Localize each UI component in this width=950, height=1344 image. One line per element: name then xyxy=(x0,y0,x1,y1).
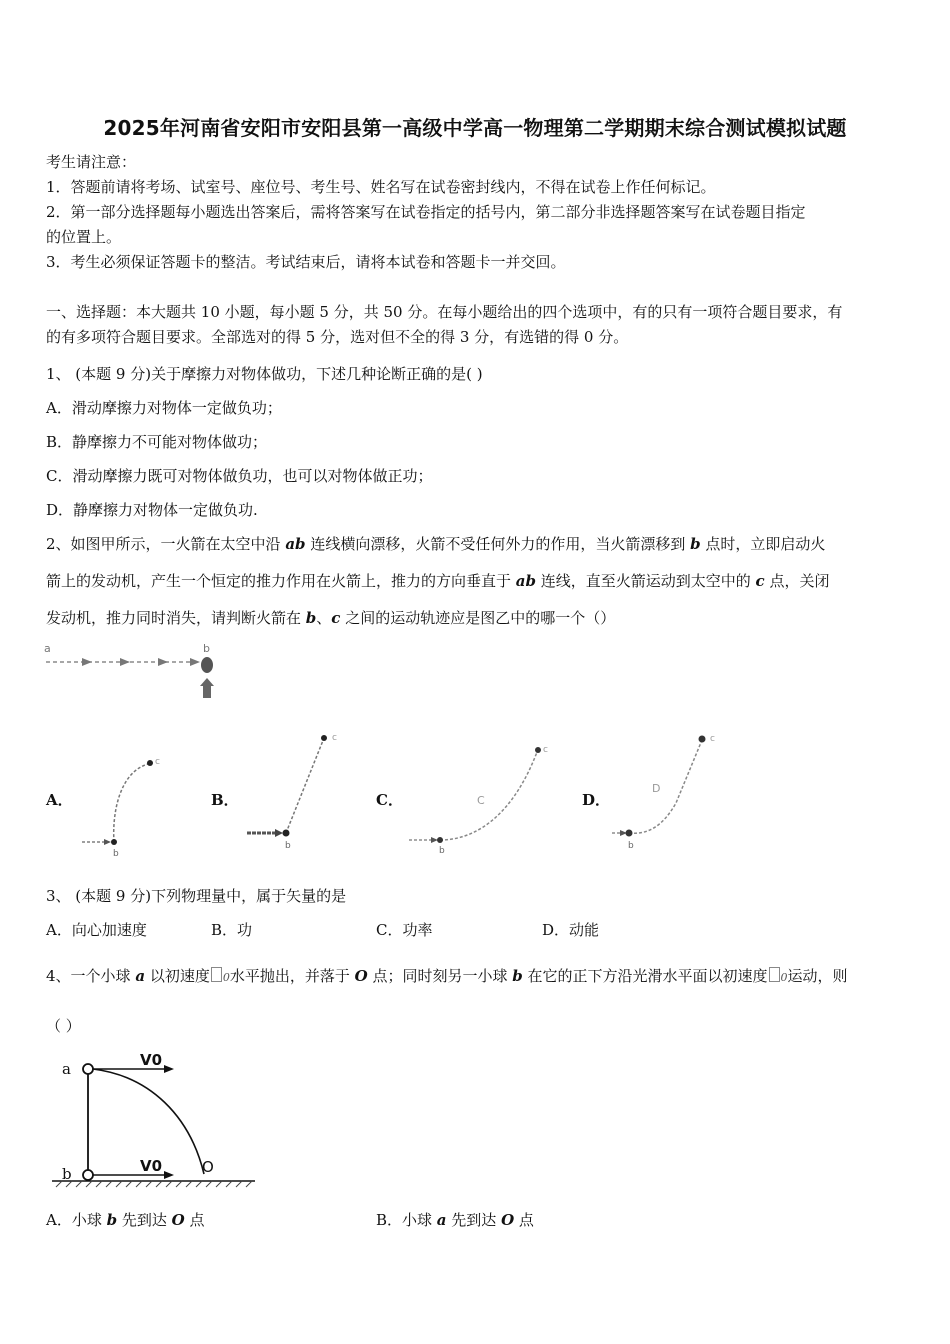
q1-stem: 1、 (本题 9 分)关于摩擦力对物体做功，下述几种论断正确的是( ) xyxy=(46,365,483,383)
fig-label-a: a xyxy=(44,642,51,655)
missing-glyph-icon xyxy=(769,967,780,982)
q3-stem: 3、 (本题 9 分)下列物理量中，属于矢量的是 xyxy=(46,887,347,905)
q1-option-a: A．滑动摩擦力对物体一定做负功； xyxy=(46,399,282,417)
q3-option-d: D．动能 xyxy=(542,921,600,939)
q4-fig-label-b: b xyxy=(62,1165,72,1183)
svg-text:c: c xyxy=(710,734,715,744)
svg-text:b: b xyxy=(113,849,119,859)
q4-option-b: B．小球 a 先到达 O 点 xyxy=(376,1211,534,1229)
q4-fig-label-v0-top: V0 xyxy=(140,1051,163,1069)
notice-item-2: 2．第一部分选择题每小题选出答案后，需将答案写在试卷指定的括号内，第二部分非选择题答案写在试卷题目指定 xyxy=(46,203,806,221)
fig-label-b: b xyxy=(203,642,210,655)
section-intro-line2: 的有多项符合题目要求。全部选对的得 5 分，选对但不全的得 3 分，有选错的得 0 分。 xyxy=(46,328,629,346)
q4-figure xyxy=(50,1046,260,1194)
svg-text:c: c xyxy=(155,757,160,767)
option-d-figure-letter: D xyxy=(652,782,661,795)
svg-text:c: c xyxy=(332,733,337,743)
q1-option-c: C．滑动摩擦力既可对物体做负功，也可以对物体做正功； xyxy=(46,467,433,485)
notice-item-1: 1．答题前请将考场、试室号、座位号、考生号、姓名写在试卷密封线内，不得在试卷上作任何标记。 xyxy=(46,178,716,196)
q4-stem: 4、一个小球 a 以初速度 0水平抛出，并落于 O 点；同时刻另一小球 b 在它的正下方沿光滑水平面以初速度 0运动，则 xyxy=(46,967,848,985)
q2-option-a-figure xyxy=(78,752,168,862)
q4-option-a: A．小球 b 先到达 O 点 xyxy=(46,1211,205,1229)
q2-option-d-figure xyxy=(608,728,728,853)
q2-option-d-label: D． xyxy=(582,791,611,809)
q2-stem-line1: 2、如图甲所示，一火箭在太空中沿 ab 连线横向漂移，火箭不受任何外力的作用，当火箭漂移到 b 点时，立即启动火 xyxy=(46,535,826,553)
notice-item-2-cont: 的位置上。 xyxy=(46,228,122,246)
q1-option-b: B．静摩擦力不可能对物体做功； xyxy=(46,433,268,451)
q4-fig-label-O: O xyxy=(202,1158,214,1176)
q2-option-b-label: B． xyxy=(211,791,239,809)
page-title: 2025年河南省安阳市安阳县第一高级中学高一物理第二学期期末综合测试模拟试题 xyxy=(103,116,847,140)
q3-option-a: A．向心加速度 xyxy=(46,921,147,939)
q4-answer-paren: （ ） xyxy=(46,1017,81,1035)
q4-fig-label-v0-bottom: V0 xyxy=(140,1157,163,1175)
q3-option-c: C．功率 xyxy=(376,921,433,939)
q3-option-b: B．功 xyxy=(211,921,253,939)
notice-item-3: 3．考生必须保证答题卡的整洁。考试结束后，请将本试卷和答题卡一并交回。 xyxy=(46,253,566,271)
q2-option-a-label: A． xyxy=(46,791,73,809)
notice-heading: 考生请注意： xyxy=(46,153,137,171)
q2-figure-jia xyxy=(40,640,240,705)
q2-option-c-label: C． xyxy=(376,791,403,809)
q2-option-c-figure xyxy=(405,740,555,855)
section-intro-line1: 一、选择题：本大题共 10 小题，每小题 5 分，共 50 分。在每小题给出的四个选项中，有的只有一项符合题目要求，有 xyxy=(46,303,843,321)
q4-fig-label-a: a xyxy=(62,1060,71,1078)
svg-text:b: b xyxy=(628,841,634,851)
svg-text:b: b xyxy=(285,841,291,851)
q2-stem-line2: 箭上的发动机，产生一个恒定的推力作用在火箭上，推力的方向垂直于 ab 连线，直至火箭运动到太空中的 c 点，关闭 xyxy=(46,572,830,590)
svg-text:b: b xyxy=(439,846,445,855)
q2-stem-line3: 发动机，推力同时消失，请判断火箭在 b、c 之间的运动轨迹应是图乙中的哪一个（） xyxy=(46,609,616,627)
svg-text:c: c xyxy=(543,745,548,755)
q2-option-b-figure xyxy=(243,728,353,853)
q1-option-d: D．静摩擦力对物体一定做负功. xyxy=(46,501,258,519)
missing-glyph-icon xyxy=(211,967,222,982)
option-c-figure-letter: C xyxy=(477,794,485,807)
